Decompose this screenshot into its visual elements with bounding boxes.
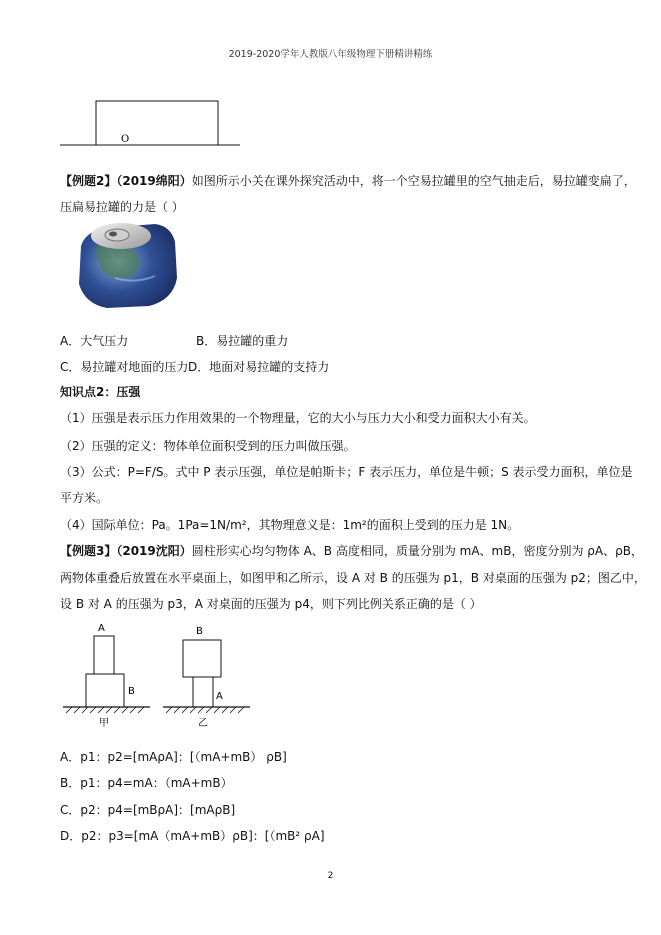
page-header: 2019-2020学年人教版八年级物理下册精讲精练 xyxy=(228,49,433,60)
figure-yi xyxy=(163,626,250,729)
ex3-text1: 圆柱形实心均匀物体 A、B 高度相同，质量分别为 mA、mB，密度分别为 ρA、ρB， xyxy=(191,544,643,558)
kp2-title: 知识点2：压强 xyxy=(60,385,141,399)
figure-jia xyxy=(63,623,150,729)
ex3-source: （2019沈阳） xyxy=(116,544,192,558)
page-number: 2 xyxy=(327,871,334,881)
ex2-option-c: C．易拉罐对地面的压力 xyxy=(60,360,189,374)
ex3-text3: 设 B 对 A 的压强为 p3，A 对桌面的压强为 p4，则下列比例关系正确的是（ ） xyxy=(60,597,482,611)
ex3-option-c: C．p2：p4=[mBρA]：[mAρB] xyxy=(60,803,236,817)
ex3-option-a: A．p1：p2=[mAρA]：[（mA+mB） ρB] xyxy=(60,750,287,764)
ex2-source: （2019绵阳） xyxy=(116,174,192,188)
yi-caption: 乙 xyxy=(198,718,208,729)
crushed-can-image xyxy=(75,218,179,312)
ex3-text2: 两物体重叠后放置在水平桌面上，如图甲和乙所示，设 A 对 B 的压强为 p1，B 对桌面的压强为 p2；图乙中， xyxy=(60,571,646,585)
ex2-text2: 压扁易拉罐的力是（ ） xyxy=(60,200,184,214)
jia-label-b: B xyxy=(128,686,135,697)
kp2-point2: （2）压强的定义：物体单位面积受到的压力叫做压强。 xyxy=(60,439,356,453)
ex2-text1: 如图所示小关在课外探究活动中，将一个空易拉罐里的空气抽走后，易拉罐变扁了， xyxy=(191,174,636,188)
jia-caption: 甲 xyxy=(99,718,109,729)
yi-label-a: A xyxy=(216,691,223,702)
ex2-question-line1 xyxy=(60,173,636,189)
yi-label-b: B xyxy=(196,626,203,637)
ex2-option-d: D．地面对易拉罐的支持力 xyxy=(188,360,330,374)
ex2-option-a: A．大气压力 xyxy=(60,334,129,348)
jia-label-a: A xyxy=(98,623,105,634)
kp2-point3b: 平方米。 xyxy=(60,491,109,505)
ex3-option-b: B．p1：p4=mA：（mA+mB） xyxy=(60,776,233,790)
point-o-label: O xyxy=(121,134,130,145)
kp2-point3a: （3）公式：P=F/S。式中 P 表示压强，单位是帕斯卡；F 表示压力，单位是牛顿；S 表示受力面积，单位是 xyxy=(60,465,633,479)
ex2-tag: 【例题2】 xyxy=(60,174,117,188)
top-figure xyxy=(0,0,661,160)
ex3-question-line1 xyxy=(60,543,643,559)
ex3-tag: 【例题3】 xyxy=(60,544,117,558)
ex3-option-d: D．p2：p3=[mA（mA+mB）ρB]：[（mB² ρA] xyxy=(60,829,325,843)
kp2-point1: （1）压强是表示压力作用效果的一个物理量，它的大小与压力大小和受力面积大小有关。 xyxy=(60,411,536,425)
ex2-option-b: B．易拉罐的重力 xyxy=(196,334,289,348)
kp2-point4: （4）国际单位：Pa。1Pa=1N/m²，其物理意义是：1m²的面积上受到的压力是 1N。 xyxy=(60,518,520,532)
